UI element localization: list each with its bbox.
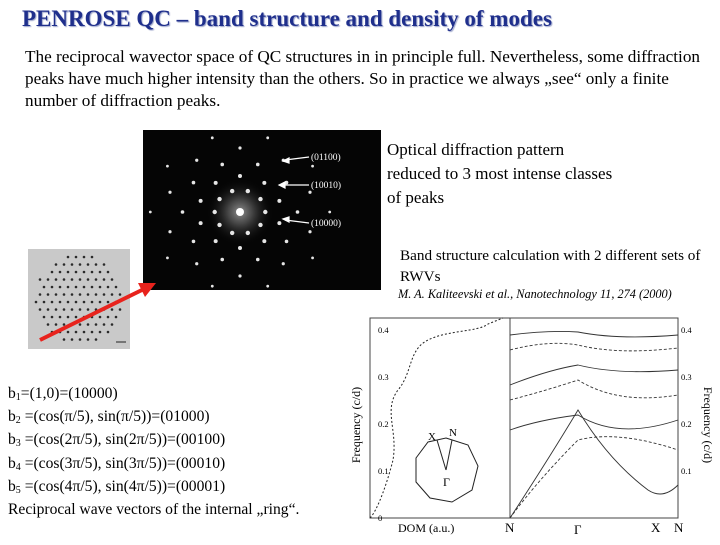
micrograph-hole [59, 286, 62, 289]
micrograph-hole [99, 331, 102, 334]
diffraction-spot [238, 274, 241, 277]
micrograph-hole [87, 278, 90, 281]
micrograph-hole [43, 301, 46, 304]
micrograph-hole [71, 323, 74, 326]
diffraction-spot [263, 210, 267, 214]
band-ytick-left: 0 [378, 513, 383, 523]
diffraction-spot [296, 210, 300, 214]
reciprocal-vector-1 [8, 384, 299, 407]
diffraction-spot [230, 231, 234, 235]
band-ytick-left: 0.2 [378, 419, 389, 429]
band-ytick-right: 0.1 [681, 466, 692, 476]
diffraction-label-10000: (10000) [311, 219, 342, 229]
vector-prefix: b [8, 454, 16, 472]
micrograph-hole [87, 308, 90, 311]
band-xtick-n1: N [505, 520, 515, 535]
vector-index: 1 [15, 392, 21, 403]
micrograph-hole [79, 323, 82, 326]
micrograph-hole [47, 278, 50, 281]
micrograph-hole [95, 308, 98, 311]
diffraction-spot [238, 146, 241, 149]
micrograph-hole [103, 323, 106, 326]
band-structure-plot [338, 310, 720, 540]
micrograph-hole [43, 316, 46, 319]
micrograph-hole [71, 278, 74, 281]
band-xtick-gamma: Γ [574, 522, 582, 537]
micrograph-hole [87, 338, 90, 341]
micrograph-hole [75, 256, 78, 259]
micrograph-hole [51, 301, 54, 304]
reciprocal-vector-5 [8, 477, 299, 500]
micrograph-hole [111, 308, 114, 311]
micrograph-hole [47, 308, 50, 311]
micrograph-hole [103, 308, 106, 311]
micrograph-hole [67, 316, 70, 319]
diffraction-spot [311, 165, 314, 168]
micrograph-hole [79, 293, 82, 296]
micrograph-hole [91, 331, 94, 334]
micrograph-hole [71, 263, 74, 266]
micrograph-hole [119, 308, 122, 311]
micrograph-hole [99, 286, 102, 289]
band-ylabel-right: Frequency (c/d) [701, 386, 715, 464]
diffraction-spot [238, 174, 242, 178]
micrograph-hole [91, 301, 94, 304]
diffraction-pattern-graphic [143, 130, 381, 290]
band-xtick-x: X [651, 520, 661, 535]
diffraction-spot [211, 136, 214, 139]
vector-index: 4 [15, 461, 21, 473]
band-ytick-right: 0.3 [681, 372, 692, 382]
band-ytick-left: 0.4 [378, 325, 389, 335]
micrograph-hole [79, 338, 82, 341]
micrograph-hole [83, 331, 86, 334]
micrograph-hole [63, 263, 66, 266]
vector-definition: =(cos(2π/5), sin(2π/5))=(00100) [20, 431, 226, 449]
micrograph-hole [83, 301, 86, 304]
micrograph-hole [95, 323, 98, 326]
micrograph-hole [51, 286, 54, 289]
diffraction-spot [308, 191, 311, 194]
diffraction-spot [262, 181, 266, 185]
band-structure-graphic [338, 310, 720, 540]
diffraction-spot [199, 199, 203, 203]
micrograph-hole [103, 293, 106, 296]
micrograph-hole [71, 338, 74, 341]
reciprocal-vector-4 [8, 454, 299, 477]
micrograph-hole [59, 316, 62, 319]
diffraction-pattern-image [143, 130, 381, 290]
micrograph-hole [95, 338, 98, 341]
diffraction-spot [149, 211, 152, 214]
micrograph-hole [111, 278, 114, 281]
diffraction-spot [266, 285, 269, 288]
micrograph-hole [87, 263, 90, 266]
micrograph-hole [107, 301, 110, 304]
micrograph-hole [55, 293, 58, 296]
diffraction-spot [256, 163, 260, 167]
optical-diffraction-caption: Optical diffraction pattern reduced to 3 most intense classes of peaks [387, 140, 613, 207]
micrograph-hole [75, 331, 78, 334]
micrograph-hole [79, 308, 82, 311]
micrograph-hole [51, 271, 54, 274]
inset-label-x: X [428, 431, 436, 443]
vector-index: 5 [15, 484, 21, 496]
micrograph-hole [83, 271, 86, 274]
micrograph-hole [63, 278, 66, 281]
band-structure-caption: Band structure calculation with 2 different sets of RWVs [400, 247, 701, 285]
micrograph-hole [91, 316, 94, 319]
inset-label-n: N [449, 427, 457, 439]
micrograph-hole [99, 301, 102, 304]
micrograph-hole [67, 286, 70, 289]
micrograph-hole [71, 293, 74, 296]
band-xlabel-dom: DOM (a.u.) [398, 521, 455, 535]
micrograph-hole [91, 286, 94, 289]
vectors-caption: Reciprocal wave vectors of the internal „ring“. [8, 501, 300, 519]
diffraction-spot [220, 163, 224, 167]
citation: M. A. Kaliteevski et al., Nanotechnology 11, 274 (2000) [398, 287, 672, 301]
diffraction-spot [328, 211, 331, 214]
micrograph-hole [67, 256, 70, 259]
diffraction-spot [285, 240, 289, 244]
reciprocal-vector-3 [8, 430, 299, 453]
diffraction-spot [166, 165, 169, 168]
diffraction-spot [168, 230, 171, 233]
vector-definition: =(cos(4π/5), sin(4π/5))=(00001) [20, 477, 226, 495]
vector-prefix: b [8, 385, 16, 402]
band-ytick-right: 0.4 [681, 325, 692, 335]
diffraction-label-01100: (01100) [311, 153, 341, 163]
micrograph-hole [103, 263, 106, 266]
diffraction-spot [258, 197, 262, 201]
micrograph-hole [107, 331, 110, 334]
diffraction-spot [199, 221, 203, 225]
diffraction-spot [246, 231, 250, 235]
diffraction-spot [213, 210, 217, 214]
vector-prefix: b [8, 431, 16, 449]
slide-title: PENROSE QC – band structure and density of modes [22, 6, 552, 31]
micrograph-hole [79, 263, 82, 266]
micrograph-hole [107, 316, 110, 319]
micrograph-hole [103, 278, 106, 281]
micrograph-hole [47, 323, 50, 326]
micrograph-hole [79, 278, 82, 281]
micrograph-hole [75, 316, 78, 319]
micrograph-hole [63, 308, 66, 311]
micrograph-hole [63, 323, 66, 326]
diffraction-label-10010: (10010) [311, 181, 342, 191]
vector-index: 3 [15, 438, 21, 450]
reciprocal-vectors-list [8, 384, 299, 519]
micrograph-hole [91, 271, 94, 274]
reciprocal-vector-2 [8, 407, 299, 430]
micrograph-hole [39, 293, 42, 296]
micrograph-hole [83, 256, 86, 259]
diffraction-spot [166, 256, 169, 259]
diffraction-spot [214, 181, 218, 185]
band-ylabel-left: Frequency (c/d) [349, 386, 363, 464]
micrograph-hole [75, 301, 78, 304]
diffraction-spot [217, 223, 221, 227]
diffraction-spot [277, 199, 281, 203]
micrograph-hole [75, 286, 78, 289]
diffraction-spot [192, 181, 196, 185]
vector-prefix: b [8, 477, 16, 495]
diffraction-spot [195, 159, 198, 162]
vector-prefix: b [8, 408, 16, 426]
micrograph-hole [111, 323, 114, 326]
micrograph-hole [51, 316, 54, 319]
micrograph-hole [55, 263, 58, 266]
diffraction-spot [256, 258, 260, 262]
micrograph-hole [59, 271, 62, 274]
band-ytick-left: 0.3 [378, 372, 389, 382]
micrograph-hole [87, 293, 90, 296]
diffraction-spot [246, 189, 250, 193]
diffraction-spot [211, 285, 214, 288]
micrograph-hole [55, 278, 58, 281]
micrograph-hole [63, 338, 66, 341]
band-ytick-right: 0.2 [681, 419, 692, 429]
diffraction-spot [262, 239, 266, 243]
vector-definition: =(cos(π/5), sin(π/5))=(01000) [20, 408, 210, 426]
diffraction-spot [258, 223, 262, 227]
diffraction-spot [311, 256, 314, 259]
micrograph-hole [119, 293, 122, 296]
micrograph-hole [59, 301, 62, 304]
micrograph-hole [95, 263, 98, 266]
micrograph-hole [67, 301, 70, 304]
micrograph-hole [111, 293, 114, 296]
intro-paragraph: The reciprocal wavector space of QC structures in in principle full. Nevertheless, some diffraction peaks have much higher intensity than the others. So in practice we always „see“ only a finite number of diffraction peaks. [25, 47, 701, 110]
micrograph-hole [99, 316, 102, 319]
vector-definition: =(1,0)=(10000) [20, 385, 118, 402]
band-ytick-left: 0.1 [378, 466, 389, 476]
micrograph-hole [83, 286, 86, 289]
penrose-micrograph-image [28, 249, 130, 349]
diffraction-spot [238, 246, 242, 250]
micrograph-graphic [28, 249, 130, 349]
diffraction-spot [308, 230, 311, 233]
diffraction-spot [168, 191, 171, 194]
micrograph-hole [43, 286, 46, 289]
inset-label-gamma: Γ [443, 475, 450, 489]
diffraction-spot [266, 136, 269, 139]
micrograph-hole [115, 301, 118, 304]
micrograph-hole [55, 308, 58, 311]
micrograph-hole [59, 331, 62, 334]
diffraction-spot [277, 221, 281, 225]
diffraction-spot [282, 262, 285, 265]
diffraction-spot [181, 210, 185, 214]
diffraction-spot [192, 240, 196, 244]
micrograph-hole [95, 278, 98, 281]
micrograph-hole [83, 316, 86, 319]
diffraction-spot [220, 258, 224, 262]
micrograph-hole [115, 286, 118, 289]
micrograph-hole [67, 331, 70, 334]
micrograph-hole [39, 308, 42, 311]
micrograph-hole [71, 308, 74, 311]
micrograph-hole [115, 316, 118, 319]
micrograph-hole [99, 271, 102, 274]
micrograph-hole [35, 301, 38, 304]
micrograph-hole [55, 323, 58, 326]
micrograph-hole [67, 271, 70, 274]
micrograph-hole [107, 271, 110, 274]
micrograph-hole [95, 293, 98, 296]
micrograph-hole [63, 293, 66, 296]
micrograph-hole [107, 286, 110, 289]
diffraction-spot [195, 262, 198, 265]
diffraction-spot [230, 189, 234, 193]
micrograph-hole [75, 271, 78, 274]
micrograph-hole [87, 323, 90, 326]
diffraction-spot [214, 239, 218, 243]
micrograph-hole [51, 331, 54, 334]
band-xtick-n2: N [674, 520, 684, 535]
diffraction-spot [217, 197, 221, 201]
vector-index: 2 [15, 415, 21, 427]
micrograph-hole [39, 278, 42, 281]
micrograph-hole [91, 256, 94, 259]
micrograph-hole [47, 293, 50, 296]
vector-definition: =(cos(3π/5), sin(3π/5))=(00010) [20, 454, 226, 472]
